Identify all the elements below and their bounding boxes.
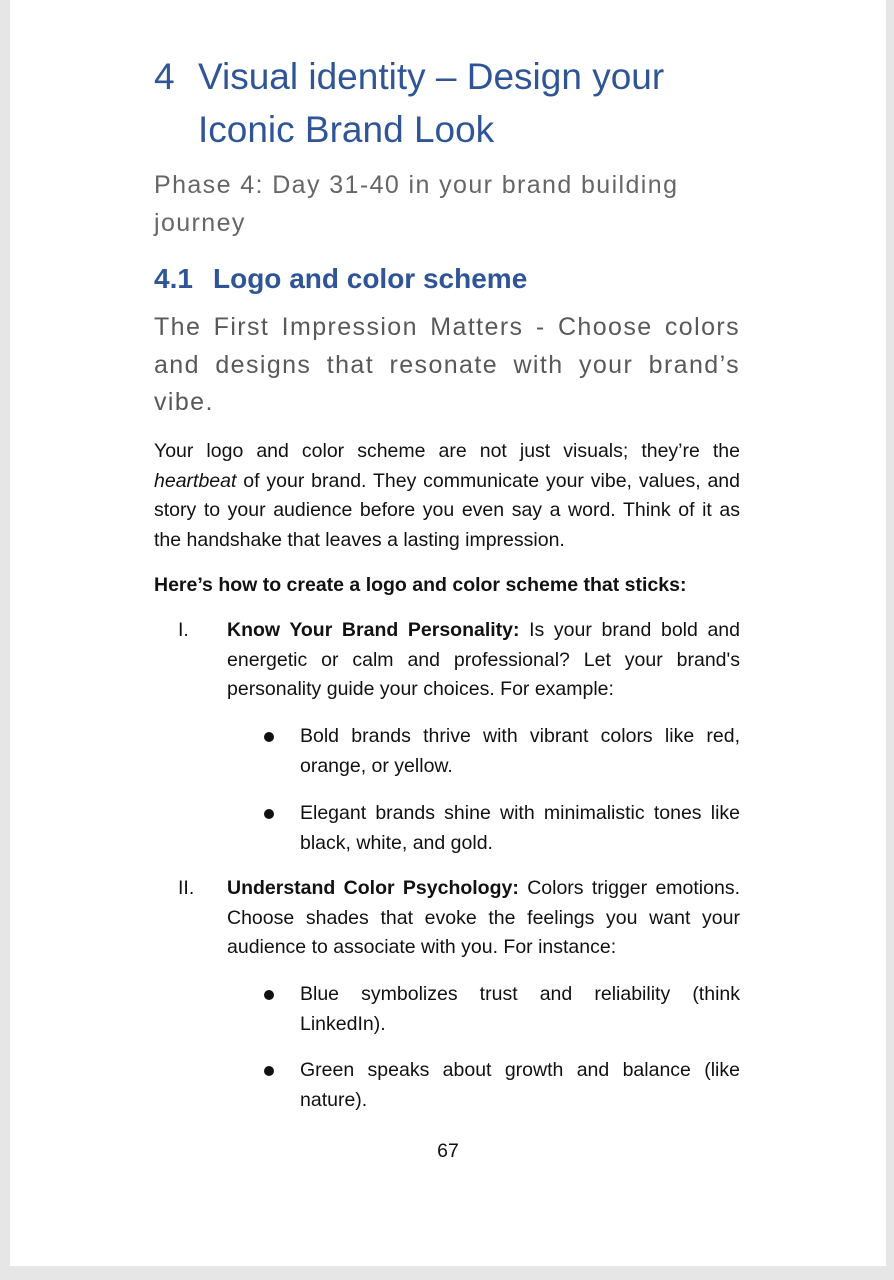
list-item-title: Know Your Brand Personality: [227, 619, 520, 641]
list-numeral: I. [178, 619, 189, 641]
intro-paragraph [154, 437, 740, 555]
list-item-text: Colors trigger emotions. Choose shades that evoke the feelings you want your audience to associate with you. For instance: [227, 877, 740, 958]
bullet-dot [264, 1066, 274, 1076]
bullet-dot [264, 809, 274, 819]
document-page [10, 0, 886, 1266]
bullet-item: Elegant brands shine with minimalistic tones like black, white, and gold. [300, 802, 740, 854]
phase-subheading: Phase 4: Day 31-40 in your brand building journey [154, 171, 679, 237]
list-numeral: II. [178, 877, 195, 899]
list-item-text: Is your brand bold and energetic or calm and professional? Let your brand's personality guide your choices. For example: [227, 619, 740, 700]
list-item [227, 874, 740, 963]
bullet-dot [264, 732, 274, 742]
list-item [227, 616, 740, 705]
intro-italic-word: heartbeat [154, 469, 237, 492]
section-number: 4.1 [154, 263, 193, 294]
section-title: Logo and color scheme [213, 263, 528, 294]
chapter-number: 4 [154, 56, 175, 97]
chapter-heading [154, 50, 754, 156]
chapter-title-line-1: Visual identity – Design your [198, 56, 665, 97]
bullet-item: Blue symbolizes trust and reliability (think LinkedIn). [300, 983, 740, 1035]
howto-heading: Here’s how to create a logo and color scheme that sticks: [154, 574, 687, 596]
section-heading [154, 259, 754, 299]
intro-part-1: Your logo and color scheme are not just visuals; they’re the [154, 440, 740, 462]
bullet-dot [264, 990, 274, 1000]
list-item-title: Understand Color Psychology: [227, 877, 519, 899]
page-number: 67 [437, 1140, 459, 1162]
intro-part-2: of your brand. They communicate your vibe, values, and story to your audience before you even say a word. Think of it as the handshake that leaves a lasting impression. [154, 469, 740, 551]
section-subtitle: The First Impression Matters - Choose colors and designs that resonate with your brand’s vibe. [154, 313, 740, 416]
bullet-item: Green speaks about growth and balance (like nature). [300, 1059, 740, 1111]
chapter-title-line-2: Iconic Brand Look [198, 109, 495, 150]
bullet-item: Bold brands thrive with vibrant colors like red, orange, or yellow. [300, 725, 740, 777]
